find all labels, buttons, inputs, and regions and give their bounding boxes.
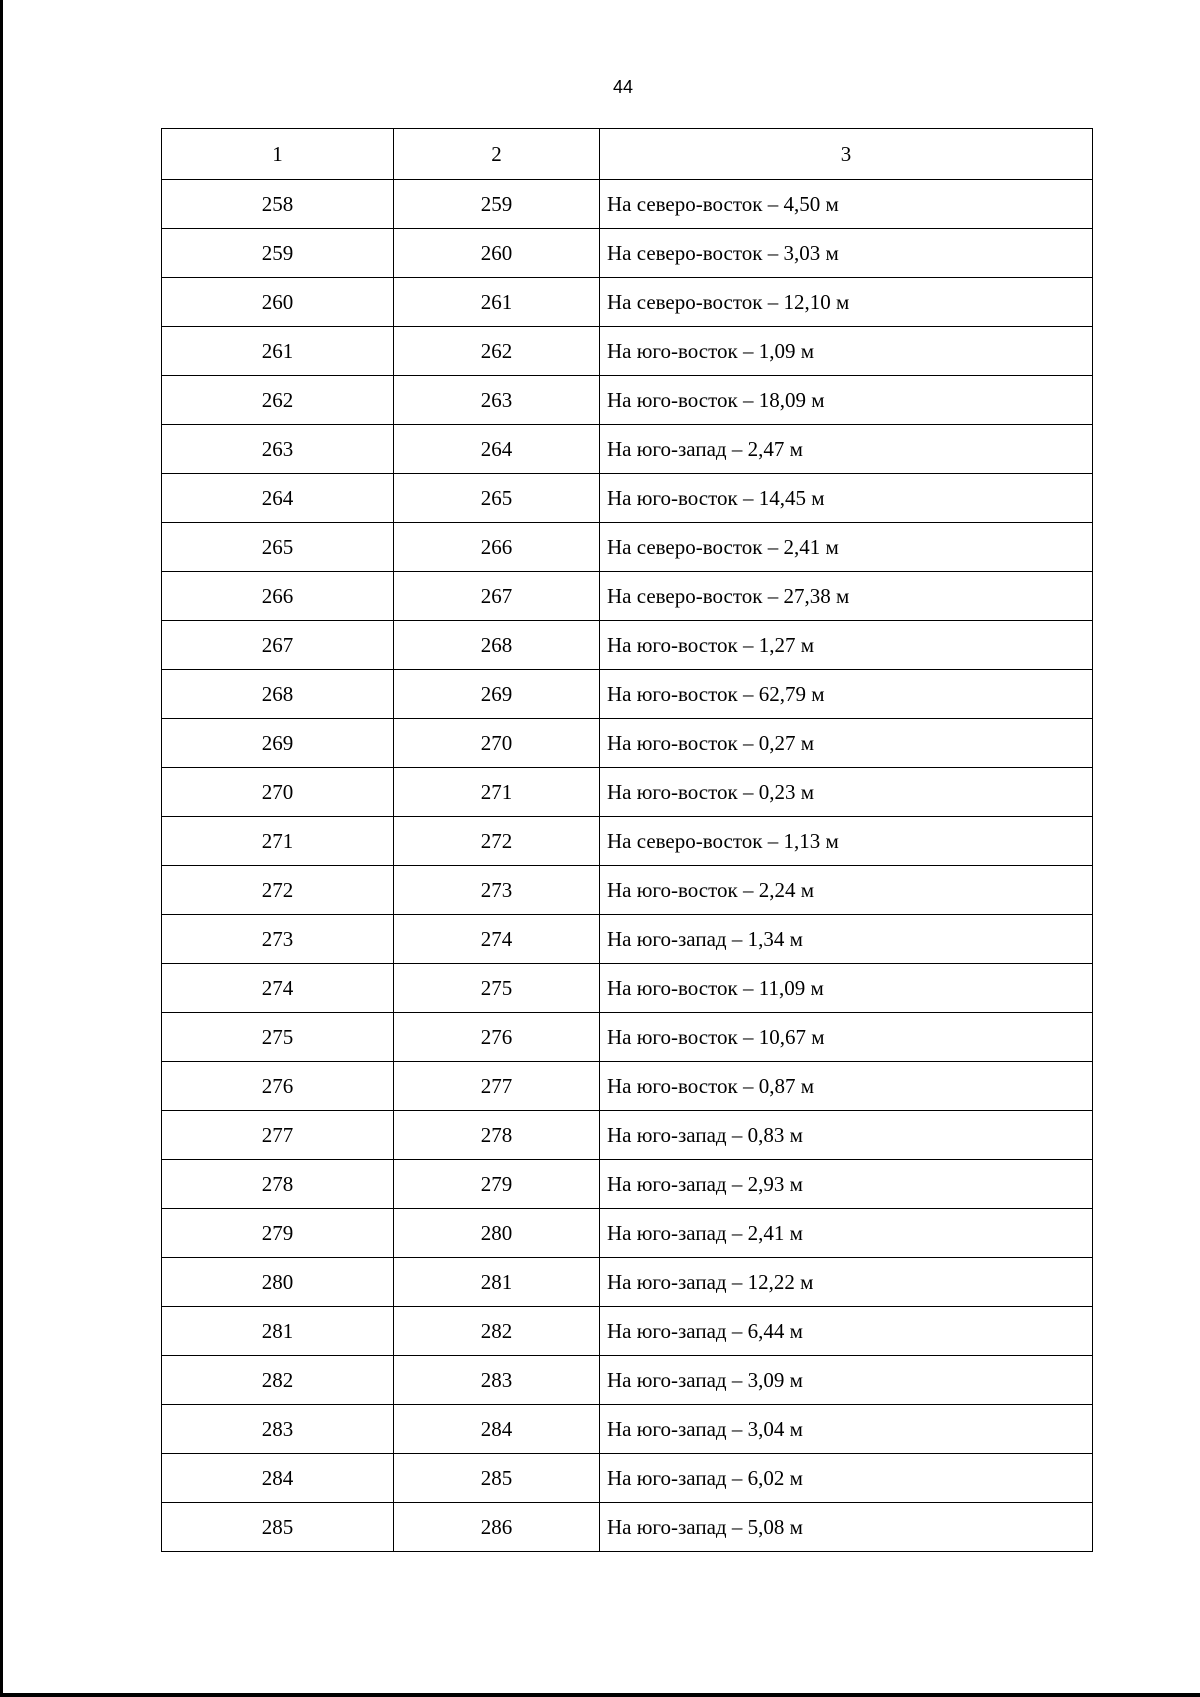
table-row [162,376,1093,425]
direction-distance-cell: На юго-запад – 6,44 м [600,1307,1093,1356]
to-point-cell: 261 [394,278,600,327]
table-row [162,1503,1093,1552]
to-point-cell: 275 [394,964,600,1013]
from-point-cell: 284 [162,1454,394,1503]
from-point-cell: 274 [162,964,394,1013]
table-row [162,964,1093,1013]
direction-distance-cell: На северо-восток – 4,50 м [600,180,1093,229]
table-row [162,866,1093,915]
table-row [162,1405,1093,1454]
to-point-cell: 273 [394,866,600,915]
to-point-cell: 262 [394,327,600,376]
from-point-cell: 265 [162,523,394,572]
table-row [162,327,1093,376]
direction-distance-cell: На юго-запад – 3,04 м [600,1405,1093,1454]
direction-distance-cell: На юго-запад – 0,83 м [600,1111,1093,1160]
direction-distance-cell: На юго-восток – 62,79 м [600,670,1093,719]
from-point-cell: 281 [162,1307,394,1356]
to-point-cell: 272 [394,817,600,866]
direction-distance-cell: На юго-запад – 2,41 м [600,1209,1093,1258]
table-row [162,278,1093,327]
table-row [162,572,1093,621]
scan-border-bottom [0,1693,1200,1697]
from-point-cell: 264 [162,474,394,523]
from-point-cell: 260 [162,278,394,327]
direction-distance-cell: На северо-восток – 12,10 м [600,278,1093,327]
direction-distance-cell: На юго-восток – 10,67 м [600,1013,1093,1062]
direction-distance-cell: На юго-восток – 2,24 м [600,866,1093,915]
table-row [162,719,1093,768]
to-point-cell: 280 [394,1209,600,1258]
table-body [162,180,1093,1552]
from-point-cell: 261 [162,327,394,376]
to-point-cell: 278 [394,1111,600,1160]
from-point-cell: 272 [162,866,394,915]
from-point-cell: 285 [162,1503,394,1552]
to-point-cell: 282 [394,1307,600,1356]
table-row [162,425,1093,474]
to-point-cell: 269 [394,670,600,719]
from-point-cell: 259 [162,229,394,278]
direction-distance-cell: На юго-восток – 0,87 м [600,1062,1093,1111]
table-header-row [162,129,1093,180]
direction-distance-cell: На юго-запад – 6,02 м [600,1454,1093,1503]
table-row [162,229,1093,278]
scan-border-left [0,0,3,1697]
from-point-cell: 277 [162,1111,394,1160]
table-row [162,1209,1093,1258]
table-row [162,1111,1093,1160]
direction-distance-cell: На юго-восток – 14,45 м [600,474,1093,523]
direction-distance-cell: На северо-восток – 2,41 м [600,523,1093,572]
direction-distance-cell: На северо-восток – 27,38 м [600,572,1093,621]
column-header-2: 2 [394,129,600,180]
direction-distance-cell: На юго-восток – 18,09 м [600,376,1093,425]
from-point-cell: 273 [162,915,394,964]
table-row [162,180,1093,229]
table-row [162,817,1093,866]
from-point-cell: 258 [162,180,394,229]
direction-distance-cell: На юго-запад – 5,08 м [600,1503,1093,1552]
from-point-cell: 263 [162,425,394,474]
from-point-cell: 269 [162,719,394,768]
table-row [162,1258,1093,1307]
to-point-cell: 281 [394,1258,600,1307]
column-header-3: 3 [600,129,1093,180]
table-row [162,768,1093,817]
to-point-cell: 284 [394,1405,600,1454]
table-row [162,1454,1093,1503]
from-point-cell: 267 [162,621,394,670]
table-row [162,1356,1093,1405]
direction-distance-cell: На юго-восток – 11,09 м [600,964,1093,1013]
direction-distance-cell: На северо-восток – 1,13 м [600,817,1093,866]
to-point-cell: 264 [394,425,600,474]
to-point-cell: 266 [394,523,600,572]
table-row [162,1160,1093,1209]
to-point-cell: 276 [394,1013,600,1062]
table-row [162,1307,1093,1356]
direction-distance-cell: На юго-восток – 1,27 м [600,621,1093,670]
from-point-cell: 270 [162,768,394,817]
direction-distance-cell: На юго-восток – 1,09 м [600,327,1093,376]
table-row [162,670,1093,719]
direction-distance-cell: На юго-запад – 3,09 м [600,1356,1093,1405]
table-row [162,915,1093,964]
from-point-cell: 283 [162,1405,394,1454]
to-point-cell: 283 [394,1356,600,1405]
boundary-points-table [161,128,1093,1552]
table-row [162,621,1093,670]
to-point-cell: 267 [394,572,600,621]
direction-distance-cell: На юго-восток – 0,23 м [600,768,1093,817]
from-point-cell: 275 [162,1013,394,1062]
to-point-cell: 274 [394,915,600,964]
direction-distance-cell: На юго-запад – 2,47 м [600,425,1093,474]
from-point-cell: 271 [162,817,394,866]
to-point-cell: 279 [394,1160,600,1209]
direction-distance-cell: На юго-запад – 1,34 м [600,915,1093,964]
from-point-cell: 276 [162,1062,394,1111]
direction-distance-cell: На северо-восток – 3,03 м [600,229,1093,278]
page-number: 44 [612,77,634,97]
from-point-cell: 282 [162,1356,394,1405]
to-point-cell: 259 [394,180,600,229]
to-point-cell: 271 [394,768,600,817]
to-point-cell: 286 [394,1503,600,1552]
from-point-cell: 268 [162,670,394,719]
to-point-cell: 265 [394,474,600,523]
from-point-cell: 279 [162,1209,394,1258]
to-point-cell: 277 [394,1062,600,1111]
table-row [162,523,1093,572]
to-point-cell: 270 [394,719,600,768]
from-point-cell: 262 [162,376,394,425]
direction-distance-cell: На юго-запад – 12,22 м [600,1258,1093,1307]
from-point-cell: 280 [162,1258,394,1307]
to-point-cell: 263 [394,376,600,425]
table-row [162,474,1093,523]
from-point-cell: 278 [162,1160,394,1209]
to-point-cell: 285 [394,1454,600,1503]
column-header-1: 1 [162,129,394,180]
table-header [162,129,1093,180]
direction-distance-cell: На юго-восток – 0,27 м [600,719,1093,768]
from-point-cell: 266 [162,572,394,621]
to-point-cell: 260 [394,229,600,278]
direction-distance-cell: На юго-запад – 2,93 м [600,1160,1093,1209]
to-point-cell: 268 [394,621,600,670]
table-row [162,1062,1093,1111]
table-row [162,1013,1093,1062]
